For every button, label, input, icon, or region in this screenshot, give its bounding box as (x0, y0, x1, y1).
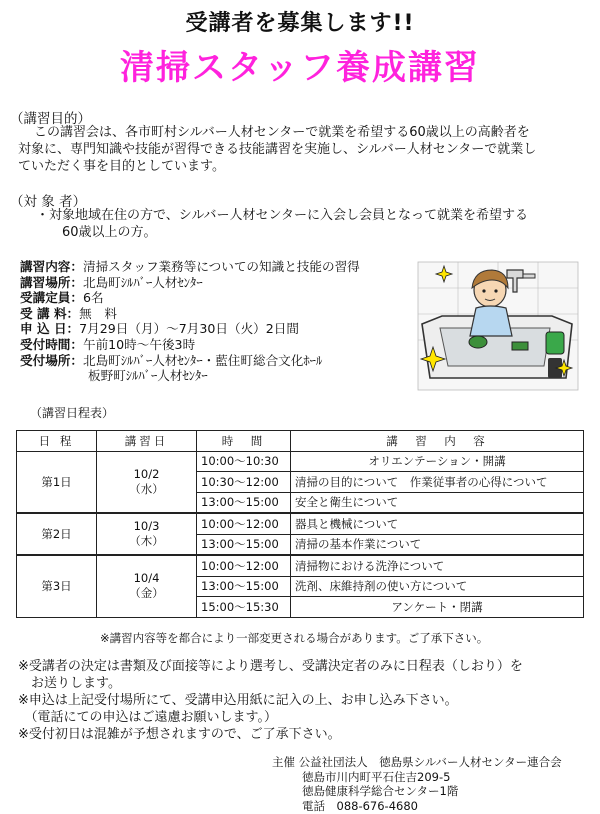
info-value: 6名 (82, 290, 104, 306)
time-cell: 13:00～15:00 (197, 534, 291, 555)
day-cell: 第1日 (17, 451, 97, 513)
weekday-text: （木） (129, 534, 164, 548)
date-text: 10/3 (133, 519, 160, 533)
info-key: 受付時間： (20, 336, 83, 352)
note-line: ※申込は上記受付場所にて、受講申込用紙に記入の上、お申し込み下さい。 (18, 693, 458, 708)
content-cell: アンケート・閉講 (291, 597, 584, 618)
table-header-row (17, 431, 584, 452)
info-value: 7月29日（月）～7月30日（火）2日間 (79, 321, 299, 337)
day-cell: 第3日 (17, 555, 97, 617)
organizer-address: 徳島市川内町平石住吉209-5 (302, 769, 451, 784)
note-line: ※受講者の決定は書類及び面接等により選考し、受講決定者のみに日程表（しおり）を (18, 659, 523, 674)
date-text: 10/4 (133, 571, 160, 586)
course-info (20, 259, 412, 384)
page-title: 清掃スタッフ養成講習 (120, 48, 480, 88)
info-row (20, 368, 412, 384)
info-value: 午前10時～午後3時 (82, 336, 196, 352)
info-value: 北島町ｼﾙﾊﾞｰ人材ｾﾝﾀｰ・藍住町総合文化ﾎｰﾙ (82, 352, 323, 368)
info-key: 講習内容： (20, 259, 83, 274)
organizer-phone: 電話 088-676-4680 (302, 798, 418, 813)
note-line: （電話にての申込はご遠慮お願いします。） (18, 710, 277, 725)
info-row (20, 290, 412, 306)
table-row (17, 555, 584, 576)
date-cell (97, 555, 197, 617)
info-row (20, 353, 412, 369)
target-line: 60歳以上の方。 (62, 225, 157, 240)
time-cell: 13:00～15:00 (197, 576, 291, 597)
content-cell: 洗剤、床維持剤の使い方について (291, 576, 584, 597)
info-row (20, 306, 412, 322)
note-line: お送りします。 (18, 676, 121, 691)
column-header: 日 程 (17, 431, 97, 452)
info-row (20, 275, 412, 291)
weekday-text: （金） (129, 586, 164, 601)
note-line: ※受付初日は混雑が予想されますので、ご了承下さい。 (18, 727, 341, 742)
column-header: 講 習 内 容 (291, 431, 584, 452)
info-value: 北島町ｼﾙﾊﾞｰ人材ｾﾝﾀｰ (82, 274, 203, 290)
content-cell: オリエンテーション・開講 (291, 451, 584, 472)
organizer-building: 徳島健康科学総合センター1階 (302, 784, 459, 798)
target-line: ・対象地域在住の方で、シルバー人材センターに入会し会員となって就業を希望する (36, 208, 528, 223)
time-cell: 10:00～12:00 (197, 513, 291, 534)
content-cell: 安全と衛生について (291, 492, 584, 513)
headline: 受講者を募集します!! (185, 11, 415, 36)
schedule-table (16, 430, 584, 618)
info-key (20, 368, 88, 383)
schedule-label: （講習日程表） (30, 406, 115, 420)
purpose-text (18, 124, 593, 175)
date-text: 10/2 (133, 466, 160, 481)
content-cell: 清掃の基本作業について (291, 534, 584, 555)
date-cell (97, 451, 197, 513)
purpose-heading: （講習目的） (10, 111, 91, 127)
notes (18, 658, 588, 743)
column-header: 講習日 (97, 431, 197, 452)
table-row (17, 513, 584, 534)
info-value: 清掃スタッフ業務等についての知識と技能の習得 (82, 259, 360, 274)
time-cell: 10:00～12:00 (197, 555, 291, 576)
day-cell: 第2日 (17, 513, 97, 555)
organizer-info (272, 755, 562, 813)
column-header: 時 間 (197, 431, 291, 452)
info-value: 板野町ｼﾙﾊﾞｰ人材ｾﾝﾀｰ (88, 368, 208, 384)
table-row (17, 451, 584, 472)
time-cell: 10:00～10:30 (197, 451, 291, 472)
purpose-line: 対象に、専門知識や技能が習得できる技能講習を実施し、シルバー人材センターで就業し (18, 142, 537, 157)
target-text (36, 207, 591, 241)
time-cell: 15:00～15:30 (197, 597, 291, 618)
target-heading: （対 象 者） (10, 194, 87, 210)
info-row (20, 321, 412, 337)
content-cell: 器具と機械について (291, 513, 584, 534)
info-key: 申 込 日： (20, 321, 80, 337)
info-row (20, 259, 412, 275)
time-cell: 10:30～12:00 (197, 472, 291, 493)
content-cell: 清掃物における洗浄について (291, 555, 584, 576)
info-value: 無 料 (79, 305, 117, 321)
cleaning-illustration (412, 258, 584, 398)
content-cell: 清掃の目的について 作業従事者の心得について (291, 472, 584, 493)
date-cell (97, 513, 197, 555)
time-cell: 13:00～15:00 (197, 492, 291, 513)
schedule-note: ※講習内容等を都合により一部変更される場合があります。ご了承下さい。 (100, 631, 489, 645)
info-key: 受講定員： (20, 290, 83, 306)
weekday-text: （水） (129, 481, 164, 496)
organizer-name: 主催 公益社団法人 徳島県シルバー人材センター連合会 (272, 755, 562, 769)
purpose-line: ていただく事を目的としています。 (18, 159, 225, 174)
info-row (20, 337, 412, 353)
info-key: 講習場所： (20, 274, 83, 290)
info-key: 受 講 料： (20, 305, 80, 321)
info-key: 受付場所： (20, 352, 83, 368)
purpose-line: この講習会は、各市町村シルバー人材センターで就業を希望する60歳以上の高齢者を (34, 125, 530, 140)
